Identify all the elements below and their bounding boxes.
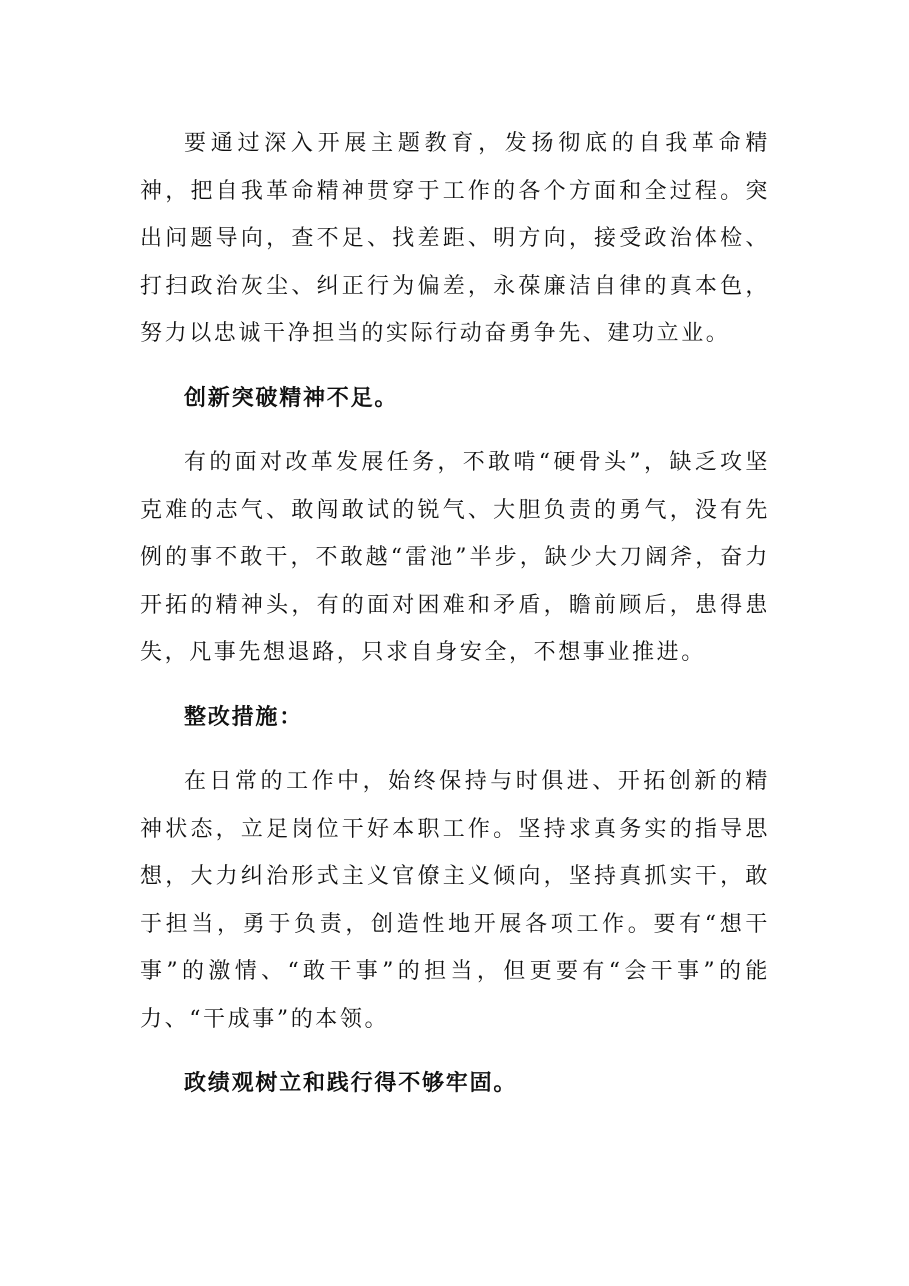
body-paragraph-2: 有的面对改革发展任务，不敢啃“硬骨头”，缺乏攻坚克难的志气、敢闯敢试的锐气、大胆负责的勇气，没有先例的事不敢干，不敢越“雷池”半步，缺少大刀阔斧，奋力开拓的精神头，有的面对困难和矛盾，瞻前顾后，患得患失，凡事先想退路，只求自身安全，不想事业推进。 — [140, 450, 770, 665]
body-paragraph-3: 在日常的工作中，始终保持与时俱进、开拓创新的精神状态，立足岗位干好本职工作。坚持求真务实的指导思想，大力纠治形式主义官僚主义倾向，坚持真抓实干，敢于担当，勇于负责，创造性地开展各项工作。要有“想干事”的激情、“敢干事”的担当，但更要有“会干事”的能力、“干成事”的本领。 — [140, 769, 770, 1032]
body-paragraph-1: 要通过深入开展主题教育，发扬彻底的自我革命精神，把自我革命精神贯穿于工作的各个方面和全过程。突出问题导向，查不足、找差距、明方向，接受政治体检、打扫政治灰尘、纠正行为偏差，永葆廉洁自律的真本色，努力以忠诚干净担当的实际行动奋勇争先、建功立业。 — [140, 131, 770, 346]
section-heading-measures: 整改措施： — [184, 704, 304, 730]
section-heading-innovation: 创新突破精神不足。 — [184, 385, 399, 411]
document-body — [140, 120, 770, 1125]
section-heading-performance-view: 政绩观树立和践行得不够牢固。 — [184, 1071, 518, 1096]
